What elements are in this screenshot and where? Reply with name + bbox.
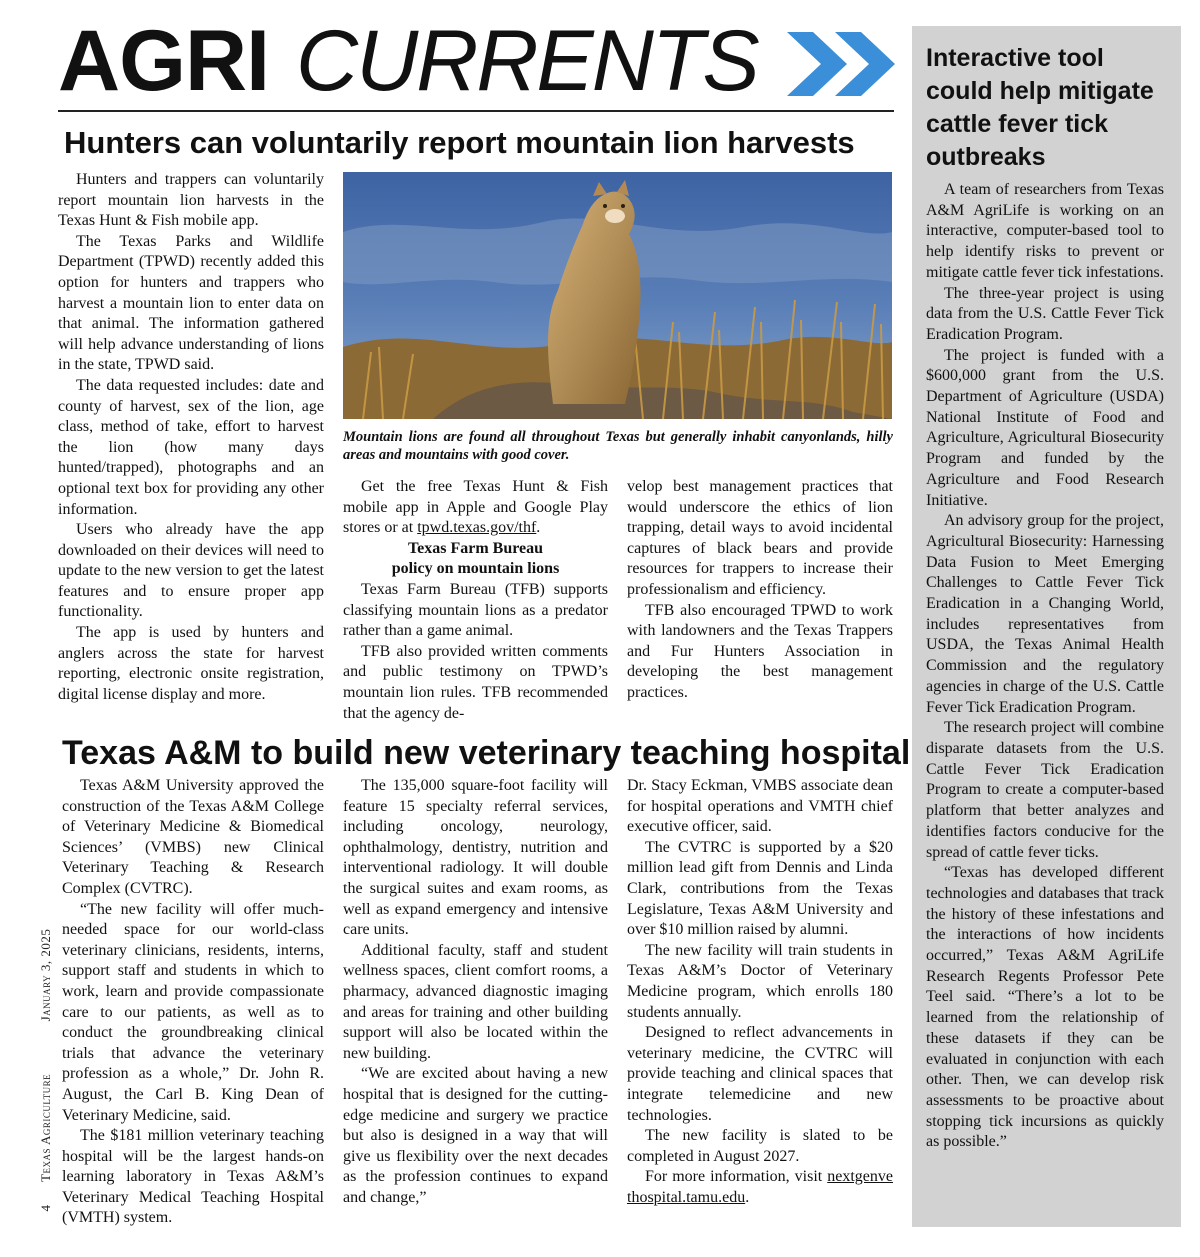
vet-article-column-1 [62, 776, 324, 1229]
vet-article-headline: Texas A&M to build new veterinary teaching hospital [62, 734, 911, 772]
photo-caption: Mountain lions are found all throughout Texas but generally inhabit canyonlands, hilly areas and mountains with good cover. [343, 429, 893, 463]
lion-article-column-2 [343, 477, 608, 724]
paragraph-text: For more information, visit [645, 1168, 828, 1186]
page-folio [36, 910, 56, 1230]
mountain-lion-image [343, 172, 892, 419]
paragraph: The project is funded with a $600,000 grant from the U.S. Department of Agriculture (USDA) National Institute of Food and Agriculture, Agricultural Biosecurity Program and funded by the Agriculture and Food Research Initiative. [926, 346, 1164, 509]
lion-article-column-3 [627, 477, 893, 704]
sidebar-headline: Interactive tool could help mitigate cattle fever tick outbreaks [926, 44, 1154, 171]
vet-article-column-2 [343, 776, 608, 1208]
mountain-lion-photo [343, 172, 892, 419]
folio-text [38, 929, 54, 1212]
paragraph: Hunters and trappers can voluntarily report mountain lion harvests in the Texas Hunt & Fish mobile app. [58, 171, 324, 230]
masthead-rule [58, 110, 894, 112]
paragraph: The 135,000 square-foot facility will feature 15 specialty referral services, including oncology, neurology, ophthalmology, dentistry, nutrition and interventional radiology. It will double the surgical suites and exam rooms, as well as expand emergency and intensive care units. [343, 777, 608, 939]
paragraph: TFB also provided written comments and public testimony on TPWD’s mountain lion rules. TFB recommended that the agency de- [343, 642, 608, 722]
masthead-currents: CURRENTS [296, 13, 758, 109]
paragraph: The research project will combine disparate datasets from the U.S. Cattle Fever Tick Eradication Program to create a computer-based platform that better analyzes and identifies factors conducive for the spread of cattle fever ticks. [926, 719, 1164, 861]
paragraph: Additional faculty, staff and student wellness spaces, client comfort rooms, a pharmacy, advanced diagnostic imaging and areas for training and other building support will also be located within the new building. [343, 941, 608, 1062]
lion-article-column-1 [58, 170, 324, 705]
vet-article-column-3 [627, 776, 893, 1208]
tpwd-link[interactable]: tpwd.texas.gov/thf [417, 519, 537, 537]
paragraph-end: . [745, 1188, 750, 1206]
paragraph-text: Get the free Texas Hunt & Fish mobile app in Apple and Google Play stores or at [343, 478, 608, 537]
paragraph: “The new facility will offer much-needed space for our world-class veterinary clinicians, residents, interns, support staff and students in which to work, learn and provide compassionate care to our patients, as well as to conduct the groundbreaking clinical trials that advance the veterinary profession as a whole,” Dr. John R. August, the Carl B. King Dean of Veterinary Medicine, said. [62, 900, 324, 1124]
paragraph: The $181 million veterinary teaching hospital will be the largest hands-on learning laboratory in Texas A&M’s Veterinary Medical Teaching Hospital (VMTH) system. [62, 1127, 324, 1227]
paragraph: “Texas has developed different technologies and databases that track the history of these infestations and the interactions of how incidents occurred,” Texas A&M AgriLife Research Regents Professor Pete Teel said. “There’s a lot to be learned from the relationship of these datasets if they can be evaluated in conjunction with each other. Then, we can develop risk assessments to be proactive about stopping tick incursions as quickly as possible.” [926, 864, 1164, 1151]
paragraph: The app is used by hunters and anglers across the state for harvest reporting, electronic onsite registration, digital license display and more. [58, 624, 324, 703]
masthead [58, 13, 903, 109]
hospital-website-link[interactable]: nextgenvethospital.tamu.edu [627, 1168, 893, 1206]
subhead-line-1: Texas Farm Bureau [407, 539, 544, 557]
paragraph: The CVTRC is supported by a $20 million lead gift from Dennis and Linda Clark, contributions from the Texas Legislature, Texas A&M University and over $10 million raised by alumni. [627, 838, 893, 939]
paragraph: Users who already have the app downloaded on their devices will need to update to the new version to get the latest features and to ensure proper app functionality. [58, 521, 324, 621]
paragraph: Texas A&M University approved the construction of the Texas A&M College of Veterinary Medicine & Biomedical Sciences’ (VMBS) new Clinical Veterinary Teaching & Research Complex (CVTRC). [62, 777, 324, 897]
paragraph [627, 1167, 893, 1208]
lion-article-headline: Hunters can voluntarily report mountain lion harvests [64, 125, 855, 160]
paragraph: The new facility is slated to be completed in August 2027. [627, 1127, 893, 1165]
paragraph: “We are excited about having a new hospital that is designed for the cutting-edge medicine and surgery we practice but also is designed in a way that will give us flexibility over the next decades as the profession continues to expand and change,” [343, 1065, 608, 1206]
paragraph: Dr. Stacy Eckman, VMBS associate dean for hospital operations and VMTH chief executive officer, said. [627, 777, 893, 836]
paragraph: Texas Farm Bureau (TFB) supports classifying mountain lions as a predator rather than a game animal. [343, 580, 608, 640]
masthead-agri: AGRI [58, 13, 269, 109]
paragraph: The data requested includes: date and county of harvest, sex of the lion, age class, method of take, effort to harvest the lion (how many days hunted/trapped), photographs and an optional text box for providing any other information. [58, 376, 324, 518]
paragraph: TFB also encouraged TPWD to work with landowners and the Texas Trappers and Fur Hunters Association in developing the best management practices. [627, 601, 893, 701]
paragraph: The Texas Parks and Wildlife Department (TPWD) recently added this option for hunters and trappers who harvest a mountain lion to enter data on that animal. The information gathered will help advance understanding of lions in the state, TPWD said. [58, 232, 324, 374]
paragraph: An advisory group for the project, Agricultural Biosecurity: Harnessing Data Fusion to Meet Emerging Challenges to Cattle Fever Tick Eradication in a Changing World, includes representatives from USDA, the Texas Animal Health Commission and the regulatory agencies in charge of the U.S. Cattle Fever Tick Eradication Program. [926, 512, 1164, 716]
paragraph [343, 477, 608, 539]
publication-name: Texas Agriculture [38, 1073, 53, 1182]
issue-date: January 3, 2025 [38, 928, 53, 1022]
paragraph: A team of researchers from Texas A&M AgriLife is working on an interactive, computer-based tool to help identify risks to prevent or mitigate cattle fever tick infestations. [926, 181, 1164, 281]
paragraph: velop best management practices that would underscore the ethics of lion trapping, detail ways to avoid incidental captures of black bears and provide resources for trappers to increase their professionalism and efficiency. [627, 478, 893, 598]
paragraph: Designed to reflect advancements in veterinary medicine, the CVTRC will provide teaching and clinical spaces that integrate telemedicine and new technologies. [627, 1024, 893, 1124]
paragraph: The new facility will train students in Texas A&M’s Doctor of Veterinary Medicine program, which enrolls 180 students annually. [627, 941, 893, 1021]
chevron-arrows-icon [785, 24, 903, 104]
paragraph-end: . [536, 519, 541, 537]
paragraph: The three-year project is using data from the U.S. Cattle Fever Tick Eradication Program. [926, 284, 1164, 343]
subhead-line-2: policy on mountain lions [391, 560, 560, 578]
section-subhead [343, 539, 608, 580]
page-number: 4 [38, 1204, 53, 1212]
sidebar-body [926, 180, 1164, 1153]
